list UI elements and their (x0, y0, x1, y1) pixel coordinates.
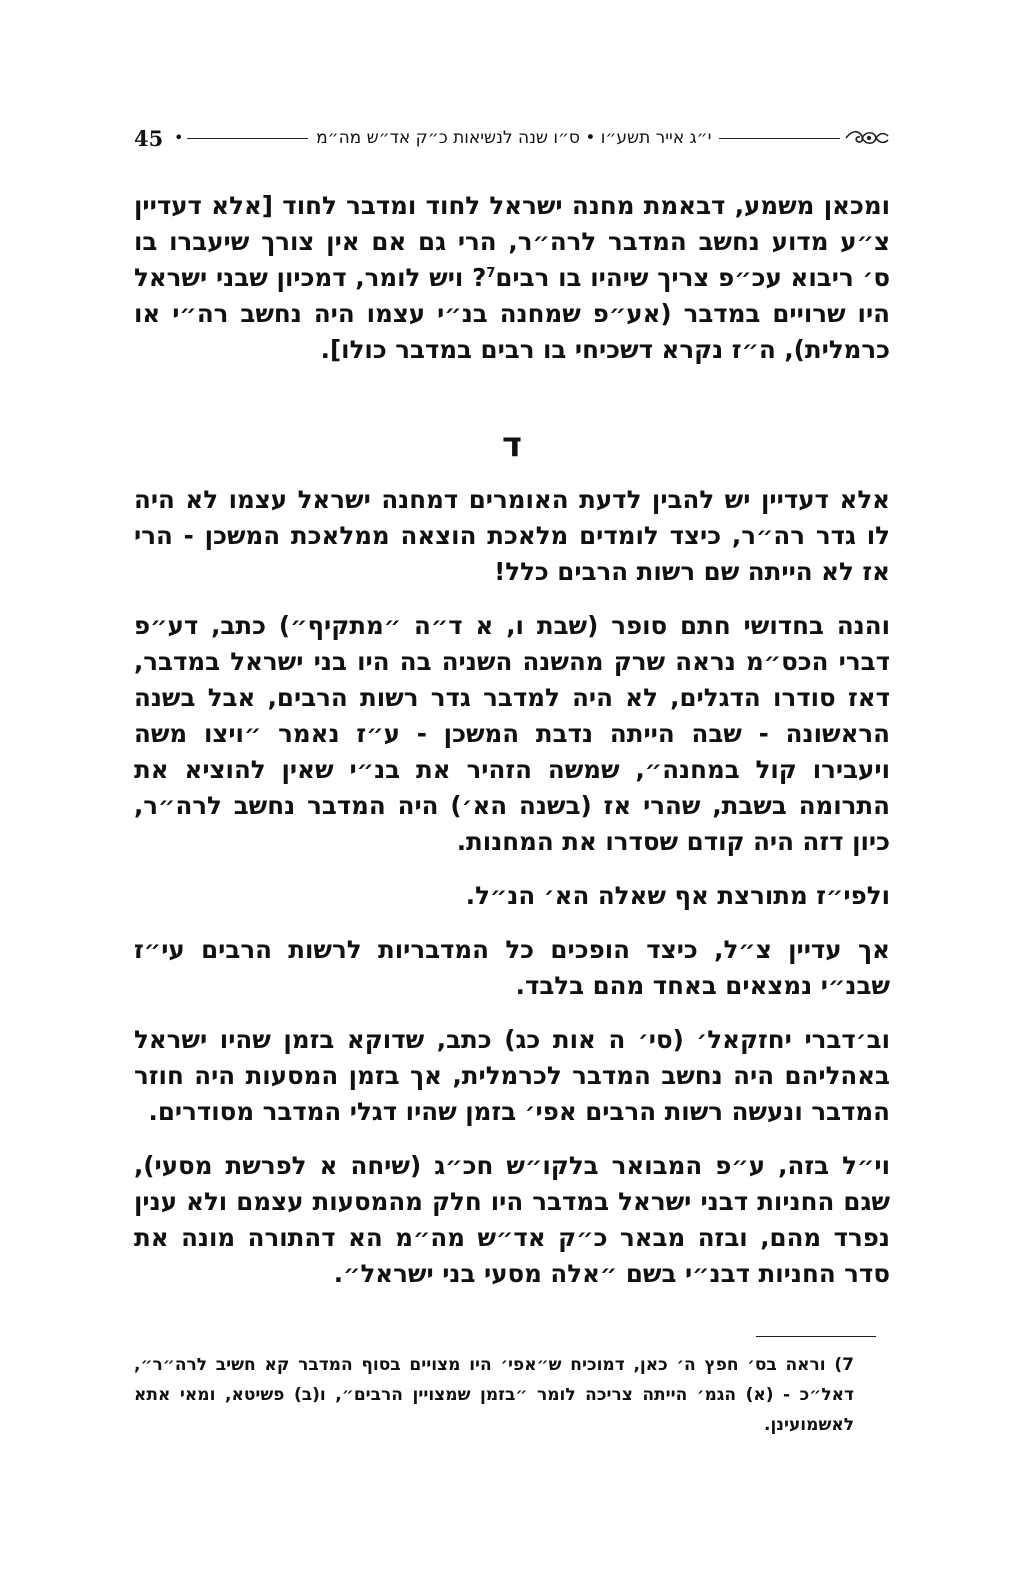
footnote-text: וראה בס׳ חפץ ה׳ כאן, דמוכיח ש״אפי׳ היו מצויים בסוף המדבר קא חשיב לרה״ר״, דאל״כ - (א) הגמ׳ הייתה צריכה לומר ״בזמן שמצויין הרבים״, ו(ב) פשיטא, ומאי אתא לאשמועינן. (134, 1355, 854, 1435)
footnote-marker[interactable]: 7 (486, 265, 496, 281)
body-paragraph: אך עדיין צ״ל, כיצד הופכים כל המדבריות לרשות הרבים עי״ז שבנ״י נמצאים באחד מהם בלבד. (134, 935, 890, 1000)
body-paragraph: וב׳דברי יחזקאל׳ (סי׳ ה אות כג) כתב, שדוקא בזמן שהיו ישראל באהליהם היה נחשב המדבר לכרמלית, אך בזמן המסעות היה חוזר המדבר ונעשה רשות הרבים אפי׳ בזמן שהיו דגלי המדבר מסודרים. (134, 1025, 890, 1126)
footnote: 7) וראה בס׳ חפץ ה׳ כאן, דמוכיח ש״אפי׳ היו מצויים בסוף המדבר קא חשיב לרה״ר״, דאל״כ - (א) הגמ׳ הייתה צריכה לומר ״בזמן שמצויין הרבים״, ו(ב) פשיטא, ומאי אתא לאשמועינן. (134, 1355, 854, 1435)
body-paragraph: ולפי״ז מתורצת אף שאלה הא׳ הנ״ל. (465, 881, 890, 910)
intro-paragraph-block (134, 188, 890, 386)
section-heading: ד (502, 425, 522, 465)
footnote-number: 7 (842, 1355, 854, 1375)
footnote-separator (756, 1336, 876, 1337)
decorative-flourish-icon (844, 126, 890, 150)
running-header (134, 118, 890, 158)
header-bullet: • (174, 128, 184, 147)
body-paragraph: אלא דעדיין יש להבין לדעת האומרים דמחנה ישראל עצמו לא היה לו גדר רה״ר, כיצד לומדים מלאכת הוצאה ממלאכת המשכן - הרי אז לא הייתה שם רשות הרבים כלל! (134, 485, 890, 586)
footnotes (134, 1350, 854, 1440)
section-body (134, 482, 890, 1310)
body-paragraph: וי״ל בזה, ע״פ המבואר בלקו״ש חכ״ג (שיחה א לפרשת מסעי), שגם החניות דבני ישראל במדבר היו חלק מהמסעות עצמם ולא ענין נפרד מהם, ובזה מבאר כ״ק אד״ש מה״מ הא דהתורה מונה את סדר החניות דבנ״י בשם ״אלה מסעי בני ישראל״. (134, 1151, 890, 1288)
header-rule-right (719, 138, 840, 139)
intro-paragraph (134, 188, 890, 368)
running-title: י״ג אייר תשע״ו • ס״ו שנה לנשיאות כ״ק אד״ש מה״מ (316, 128, 712, 148)
intro-text-after-note: ? ויש לומר, דמכיון שבני ישראל היו שרויים במדבר (אע״פ שמחנה בנ״י עצמו היה נחשב רה״י או כרמלית), ה״ז נקרא דשכיחי בו רבים במדבר כולו]. (134, 263, 890, 364)
page-number: 45 (134, 125, 164, 151)
header-rule-left (187, 138, 308, 139)
intro-text-before-note: ומכאן משמע, דבאמת מחנה ישראל לחוד ומדבר לחוד [אלא דעדיין צ״ע מדוע נחשב המדבר לרה״ר, הרי גם אם אין צורך שיעברו בו ס׳ ריבוא עכ״פ צריך שיהיו בו רבים (134, 191, 890, 292)
body-paragraph: והנה בחדושי חתם סופר (שבת ו, א ד״ה ״מתקיף״) כתב, דע״פ דברי הכס״מ נראה שרק מהשנה השניה בה היו בני ישראל במדבר, דאז סודרו הדגלים, לא היה למדבר גדר רשות הרבים, אבל בשנה הראשונה - שבה הייתה נדבת המשכן - ע״ז נאמר ״ויצו משה ויעבירו קול במחנה״, שמשה הזהיר את בנ״י שאין להוציא את התרומה בשבת, שהרי אז (בשנה הא׳) היה המדבר נחשב לרה״ר, כיון דזה היה קודם שסדרו את המחנות. (134, 611, 890, 856)
